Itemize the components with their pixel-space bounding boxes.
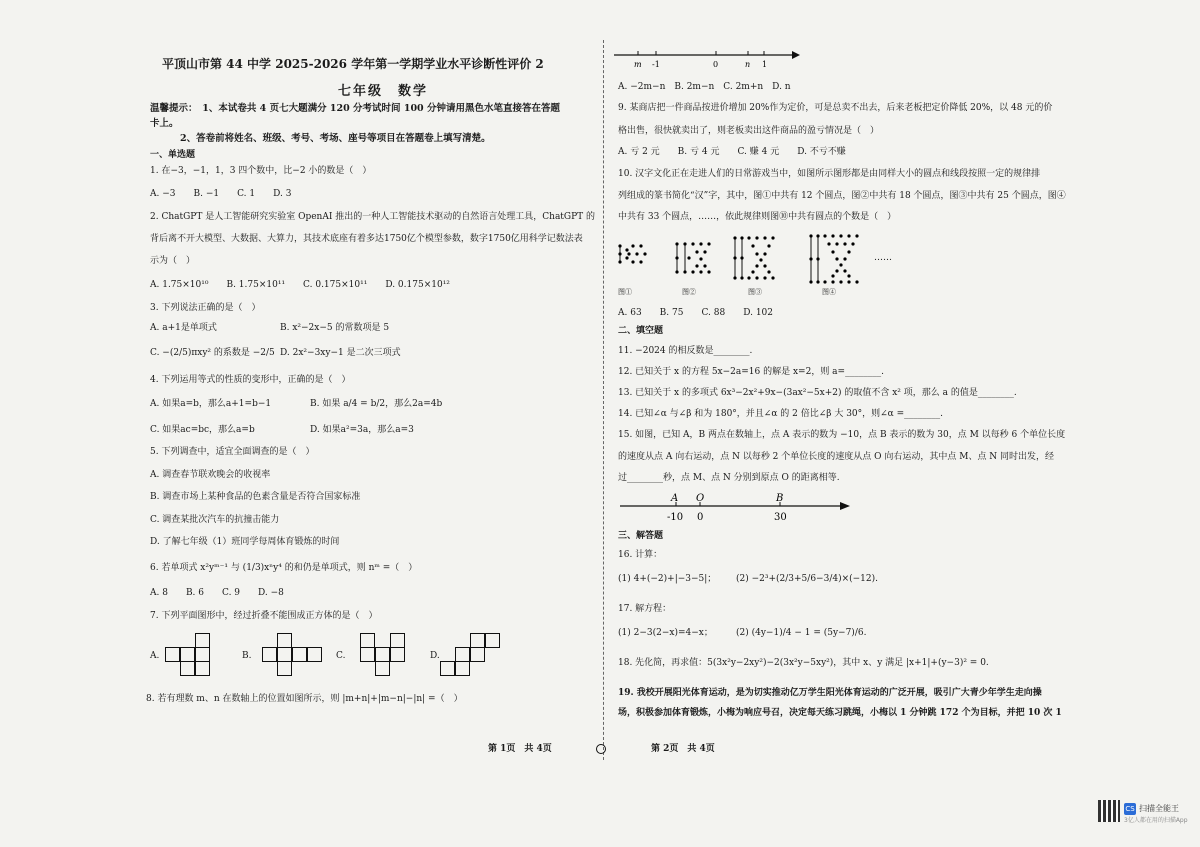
q4-option-a: A. 如果a=b，那么a+1=b−1 <box>150 399 272 409</box>
q5-option-d: D. 了解七年级（1）班同学每周体育锻炼的时间 <box>150 537 340 547</box>
q10-fig-label-2: 图② <box>682 288 696 296</box>
q4-option-b: B. 如果 a/4 = b/2，那么2a=4b <box>310 399 443 409</box>
q10-fig-label-3: 图③ <box>748 288 762 296</box>
q2-line-1: 2. ChatGPT 是人工智能研究实验室 OpenAI 推出的一种人工智能技术驱动的自然语言处理工具，ChatGPT 的 <box>150 212 596 222</box>
section-single-choice: 一、单选题 <box>150 150 196 160</box>
q7-label-a: A. <box>150 651 160 661</box>
q3-option-b: B. x²−2x−5 的常数项是 5 <box>280 323 390 333</box>
exam-title: 平顶山市第 44 中学 2025-2026 学年第一学期学业水平诊断性评价 2 <box>162 57 544 71</box>
q7-label-b: B. <box>242 651 252 661</box>
q10-dot-figures <box>615 232 875 288</box>
qr-code-icon <box>1098 800 1120 822</box>
numline-label-0: 0 <box>713 60 719 69</box>
section-answer: 三、解答题 <box>618 531 664 541</box>
q16-part-2: (2) −2³+(2/3+5/6−3/4)×(−12). <box>736 574 879 584</box>
q13: 13. 已知关于 x 的多项式 6x³−2x²+9x−(3ax²−5x+2) 的取值不含 x² 项，那么 a 的值是________. <box>618 388 1017 398</box>
page-footer-right: 第 2页 共 4页 <box>651 744 715 754</box>
net-figure-b <box>262 633 322 673</box>
numline-label-1: 1 <box>762 60 768 69</box>
q8-stem: 8. 若有理数 m、n 在数轴上的位置如图所示，则 |m+n|+|m−n|−|n| =（ ） <box>146 694 463 704</box>
notice-line-3: 2、答卷前将姓名、班级、考号、考场、座号等项目在答题卷上填写清楚。 <box>180 133 491 144</box>
net-figure-a <box>165 633 225 673</box>
q17-part-2: (2) (4y−1)/4 − 1 = (5y−7)/6. <box>736 628 867 638</box>
q15-line-2: 的速度从点 A 向右运动，点 N 以每秒 2 个单位长度的速度从点 O 向右运动，其中点 M、点 N 同时出发，经 <box>618 452 1055 462</box>
q3-stem: 3. 下列说法正确的是（ ） <box>150 303 261 313</box>
q15-axis-number-a: -10 <box>667 512 684 523</box>
q10-fig-label-4: 图④ <box>822 288 836 296</box>
notice-line-1: 温馨提示： 1、本试卷共 4 页七大题满分 120 分考试时间 100 分钟请用黑色水笔直接答在答题 <box>150 103 560 114</box>
q15-axis-number-o: 0 <box>697 512 704 523</box>
q12: 12. 已知关于 x 的方程 5x−2a=16 的解是 x=2，则 a=________. <box>618 367 884 377</box>
q7-stem: 7. 下列平面图形中，经过折叠不能围成正方体的是（ ） <box>150 611 378 621</box>
scanner-tagline: 3亿人都在用的扫描App <box>1124 817 1188 824</box>
net-figure-c <box>360 633 420 677</box>
numline-label-neg1: -1 <box>652 60 660 69</box>
q10-figure-1 <box>618 244 646 263</box>
q5-option-a: A. 调查春节联欢晚会的收视率 <box>150 470 271 480</box>
q1-options: A. −3 B. −1 C. 1 D. 3 <box>150 189 292 199</box>
q14: 14. 已知∠α 与∠β 和为 180°，并且∠α 的 2 倍比∠β 大 30°，则∠α =________. <box>618 409 944 419</box>
q3-option-c: C. −(2/5)πxy² 的系数是 −2/5 <box>150 348 275 358</box>
q11: 11. −2024 的相反数是________. <box>618 346 753 356</box>
scanner-logo-icon: CS <box>1125 805 1135 813</box>
q10-figure-4 <box>809 234 858 283</box>
q5-option-b: B. 调查市场上某种食品的色素含量是否符合国家标准 <box>150 492 361 502</box>
q15-line-3: 过________秒，点 M、点 N 分别到原点 O 的距离相等. <box>618 473 840 483</box>
section-fill-in: 二、填空题 <box>618 326 664 336</box>
q10-ellipsis: …… <box>874 253 892 263</box>
binding-hole-icon <box>596 744 606 754</box>
q5-option-c: C. 调查某批次汽车的抗撞击能力 <box>150 515 280 525</box>
q1-stem: 1. 在−3，−1，1，3 四个数中，比−2 小的数是（ ） <box>150 166 372 176</box>
q16-stem: 16. 计算： <box>618 550 663 560</box>
q15-axis-number-b: 30 <box>774 512 787 523</box>
numline-label-n: n <box>745 60 751 69</box>
q19-line-1: 19. 我校开展阳光体育运动，是为切实推动亿万学生阳光体育运动的广泛开展，吸引广大青少年学生走向操 <box>618 688 1042 698</box>
scanner-badge <box>1124 803 1188 824</box>
q15-axis-letter-a: A <box>671 493 679 504</box>
q17-stem: 17. 解方程： <box>618 604 672 614</box>
q18: 18. 先化简，再求值：5(3x²y−2xy²)−2(3x²y−5xy²)，其中 x、y 满足 |x+1|+(y−3)² = 0. <box>618 658 989 668</box>
q8-options: A. −2m−n B. 2m−n C. 2m+n D. n <box>618 82 791 92</box>
q17-part-1: (1) 2−3(2−x)=4−x； <box>618 628 713 638</box>
q7-label-c: C. <box>336 651 346 661</box>
q6-options: A. 8 B. 6 C. 9 D. −8 <box>150 588 284 598</box>
q15-axis-letter-o: O <box>696 493 705 504</box>
q10-line-2: 列组成的篆书简化“汉”字，其中，图①中共有 12 个圆点，图②中共有 18 个圆点，图③中共有 25 个圆点，图④ <box>618 191 1066 201</box>
q15-number-line <box>618 490 858 526</box>
column-divider <box>603 40 605 760</box>
page-footer-left: 第 1页 共 4页 <box>488 744 552 754</box>
q10-options: A. 63 B. 75 C. 88 D. 102 <box>618 308 773 318</box>
q15-axis-letter-b: B <box>776 493 784 504</box>
q9-line-1: 9. 某商店把一件商品按进价增加 20%作为定价，可是总卖不出去，后来老板把定价降低 20%，以 48 元的价 <box>618 103 1053 113</box>
q16-part-1: (1) 4+(−2)+|−3−5|； <box>618 574 717 584</box>
q9-line-2: 格出售，很快就卖出了，则老板卖出这件商品的盈亏情况是（ ） <box>618 126 880 136</box>
q9-options: A. 亏 2 元 B. 亏 4 元 C. 赚 4 元 D. 不亏不赚 <box>618 147 846 157</box>
q8-number-line <box>612 45 802 71</box>
q19-line-2: 场，积极参加体育锻炼，小梅为响应号召，决定每天练习跳绳，小梅以 1 分钟跳 172 个为目标，并把 10 次 1 <box>618 708 1062 718</box>
q2-line-2: 背后离不开大模型、大数据、大算力，其技术底座有着多达1750亿个模型参数，数字1750亿用科学记数法表 <box>150 234 583 244</box>
q2-options: A. 1.75×10¹⁰ B. 1.75×10¹¹ C. 0.175×10¹¹ D. 0.175×10¹² <box>150 280 450 290</box>
q10-fig-label-1: 图① <box>618 288 632 296</box>
exam-subtitle: 七年级 数学 <box>338 84 429 99</box>
q5-stem: 5. 下列调查中，适宜全面调查的是（ ） <box>150 447 315 457</box>
q6-stem: 6. 若单项式 x²yᵐ⁻¹ 与 (1/3)xⁿy⁴ 的和仍是单项式，则 nᵐ =（ ） <box>150 563 418 573</box>
scanner-name: 扫描全能王 <box>1139 804 1179 813</box>
q4-stem: 4. 下列运用等式的性质的变形中，正确的是（ ） <box>150 375 351 385</box>
q10-figure-3 <box>733 236 774 279</box>
q4-option-c: C. 如果ac=bc，那么a=b <box>150 425 255 435</box>
q3-option-d: D. 2x²−3xy−1 是二次三项式 <box>280 348 401 358</box>
q2-line-3: 示为（ ） <box>150 256 196 266</box>
q4-option-d: D. 如果a²=3a，那么a=3 <box>310 425 414 435</box>
q3-option-a: A. a+1是单项式 <box>150 323 217 333</box>
q15-line-1: 15. 如图，已知 A，B 两点在数轴上，点 A 表示的数为 −10，点 B 表示的数为 30，点 M 以每秒 6 个单位长度 <box>618 430 1066 440</box>
q10-figure-2 <box>675 242 710 273</box>
numline-label-m: m <box>634 60 642 69</box>
net-figure-d <box>440 633 510 673</box>
q7-label-d: D. <box>430 651 440 661</box>
q10-line-3: 中共有 33 个圆点，……，依此规律则图⑩中共有圆点的个数是（ ） <box>618 212 897 222</box>
q10-line-1: 10. 汉字文化正在走进人们的日常游戏当中，如图所示图形都是由同样大小的圆点和线段按照一定的规律排 <box>618 169 1041 179</box>
notice-line-2: 卡上。 <box>150 118 179 129</box>
